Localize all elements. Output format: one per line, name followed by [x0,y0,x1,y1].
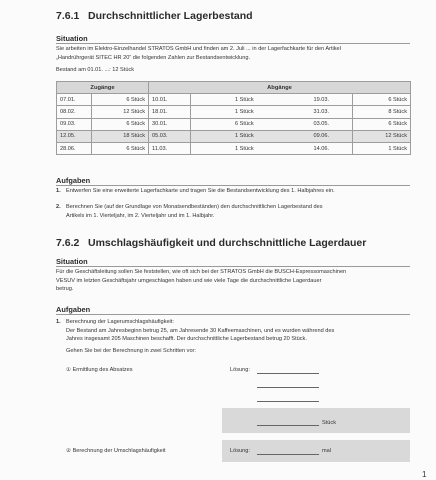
table-cell: 09.03. [57,118,92,130]
section-number-761: 7.6.1 [56,10,80,22]
step2-label: ② Berechnung der Umschlagshäufigkeit [66,448,166,454]
table-cell: 1 Stück [191,94,311,106]
task-number: 2. [56,204,61,210]
task-text: Entwerfen Sie eine erweiterte Lagerfachkarte und tragen Sie die Bestandsentwicklung des 1. Halbjahres ein. [66,188,335,194]
situation-heading: Situation [56,257,88,266]
unit-label: Stück [322,420,336,426]
task-text [66,203,416,220]
situation-line: VESUV im letzten Geschäftsjahr umgeschlagen haben und wie viele Tage die durchschnittliche Lagerdauer [56,277,322,284]
task-number: 1. [56,319,61,325]
table-cell: 11.03. [149,142,191,154]
situation-heading: Situation [56,34,88,43]
page-number: 1 [422,470,427,479]
table-cell: 6 Stück [92,94,149,106]
table-cell: 30.01. [149,118,191,130]
table-cell: 03.05. [311,118,353,130]
table-cell: 6 Stück [353,94,411,106]
table-cell: 14.06. [311,142,353,154]
table-cell: 18.01. [149,106,191,118]
table-cell: 8 Stück [353,106,411,118]
table-cell: 08.02. [57,106,92,118]
unit-label: mal [322,448,332,454]
table-row [57,118,411,130]
task-line: Jahres insgesamt 205 Maschinen beschafft. Der durchschnittliche Lagerbestand betrug 20 Stück. [66,336,307,343]
table-cell: 07.01. [57,94,92,106]
table-row [57,106,411,118]
table-cell: 18 Stück [92,130,149,142]
solution-label: Lösung: [230,367,250,373]
table-cell: 12 Stück [353,130,411,142]
table-cell: 1 Stück [191,106,311,118]
result-line[interactable] [257,454,319,455]
header-abgaenge: Abgänge [149,82,411,94]
stock-table [56,81,411,155]
situation-line: betrug. [56,286,74,293]
divider [56,43,410,44]
table-cell: 31.03. [311,106,353,118]
answer-line[interactable] [257,401,319,402]
situation-text [56,268,416,294]
situation-text [56,45,416,62]
divider [56,185,410,186]
table-row [57,94,411,106]
step1-label: ① Ermittlung des Absatzes [66,367,133,373]
table-cell: 12.05. [57,130,92,142]
task-number: 1. [56,188,61,194]
table-header-row [57,82,411,94]
stock-start: Bestand am 01.01. ...: 12 Stück [56,67,135,73]
table-cell: 10.01. [149,94,191,106]
task-line: Artikels im 1. Vierteljahr, im 2. Vierteljahr und im 1. Halbjahr. [66,212,215,219]
table-cell: 05.03. [149,130,191,142]
solution-label: Lösung: [230,448,250,454]
table-cell: 09.06. [311,130,353,142]
section-title-761: Durchschnittlicher Lagerbestand [88,10,253,22]
table-row [57,130,411,142]
task-line: Berechnung der Lagerumschlagshäufigkeit: [66,319,174,325]
result-line[interactable] [257,425,319,426]
result-box [222,408,410,433]
answer-line[interactable] [257,387,319,388]
table-cell: 19.03. [311,94,353,106]
task-text [66,318,416,355]
tasks-heading: Aufgaben [56,176,91,185]
table-cell: 1 Stück [353,142,411,154]
table-cell: 1 Stück [191,142,311,154]
divider [56,314,410,315]
table-row [57,142,411,154]
divider [56,266,410,267]
section-title-762: Umschlagshäufigkeit und durchschnittliche Lagerdauer [88,237,367,249]
table-cell: 28.06. [57,142,92,154]
table-cell: 6 Stück [92,142,149,154]
section-number-762: 7.6.2 [56,237,80,249]
result-box [222,440,410,462]
table-cell: 12 Stück [92,106,149,118]
task-line: Der Bestand am Jahresbeginn betrug 25, am Jahresende 30 Kaffeemaschinen, und es wurden während des [66,327,335,334]
table-cell: 1 Stück [191,130,311,142]
answer-line[interactable] [257,373,319,374]
table-cell: 6 Stück [191,118,311,130]
situation-line: „Handrührgerät SITEC HR 20“ die folgenden Zahlen zur Bestandsentwicklung. [56,54,251,61]
header-zugaenge: Zugänge [57,82,149,94]
tasks-heading: Aufgaben [56,305,91,314]
situation-line: Sie arbeiten im Elektro-Einzelhandel STRATOS GmbH und finden am 2. Juli ... in der Lagerfachkarte für den Artikel [56,46,341,52]
situation-line: Für die Geschäftsleitung sollen Sie feststellen, wie oft sich bei der STRATOS GmbH die BUSCH-Espressomaschinen [56,269,347,275]
table-cell: 6 Stück [92,118,149,130]
table-cell: 6 Stück [353,118,411,130]
task-line: Gehen Sie bei der Berechnung in zwei Schritten vor: [66,347,196,354]
task-line: Berechnen Sie (auf der Grundlage von Monatsendbeständen) den durchschnittlichen Lagerbestand des [66,204,323,210]
